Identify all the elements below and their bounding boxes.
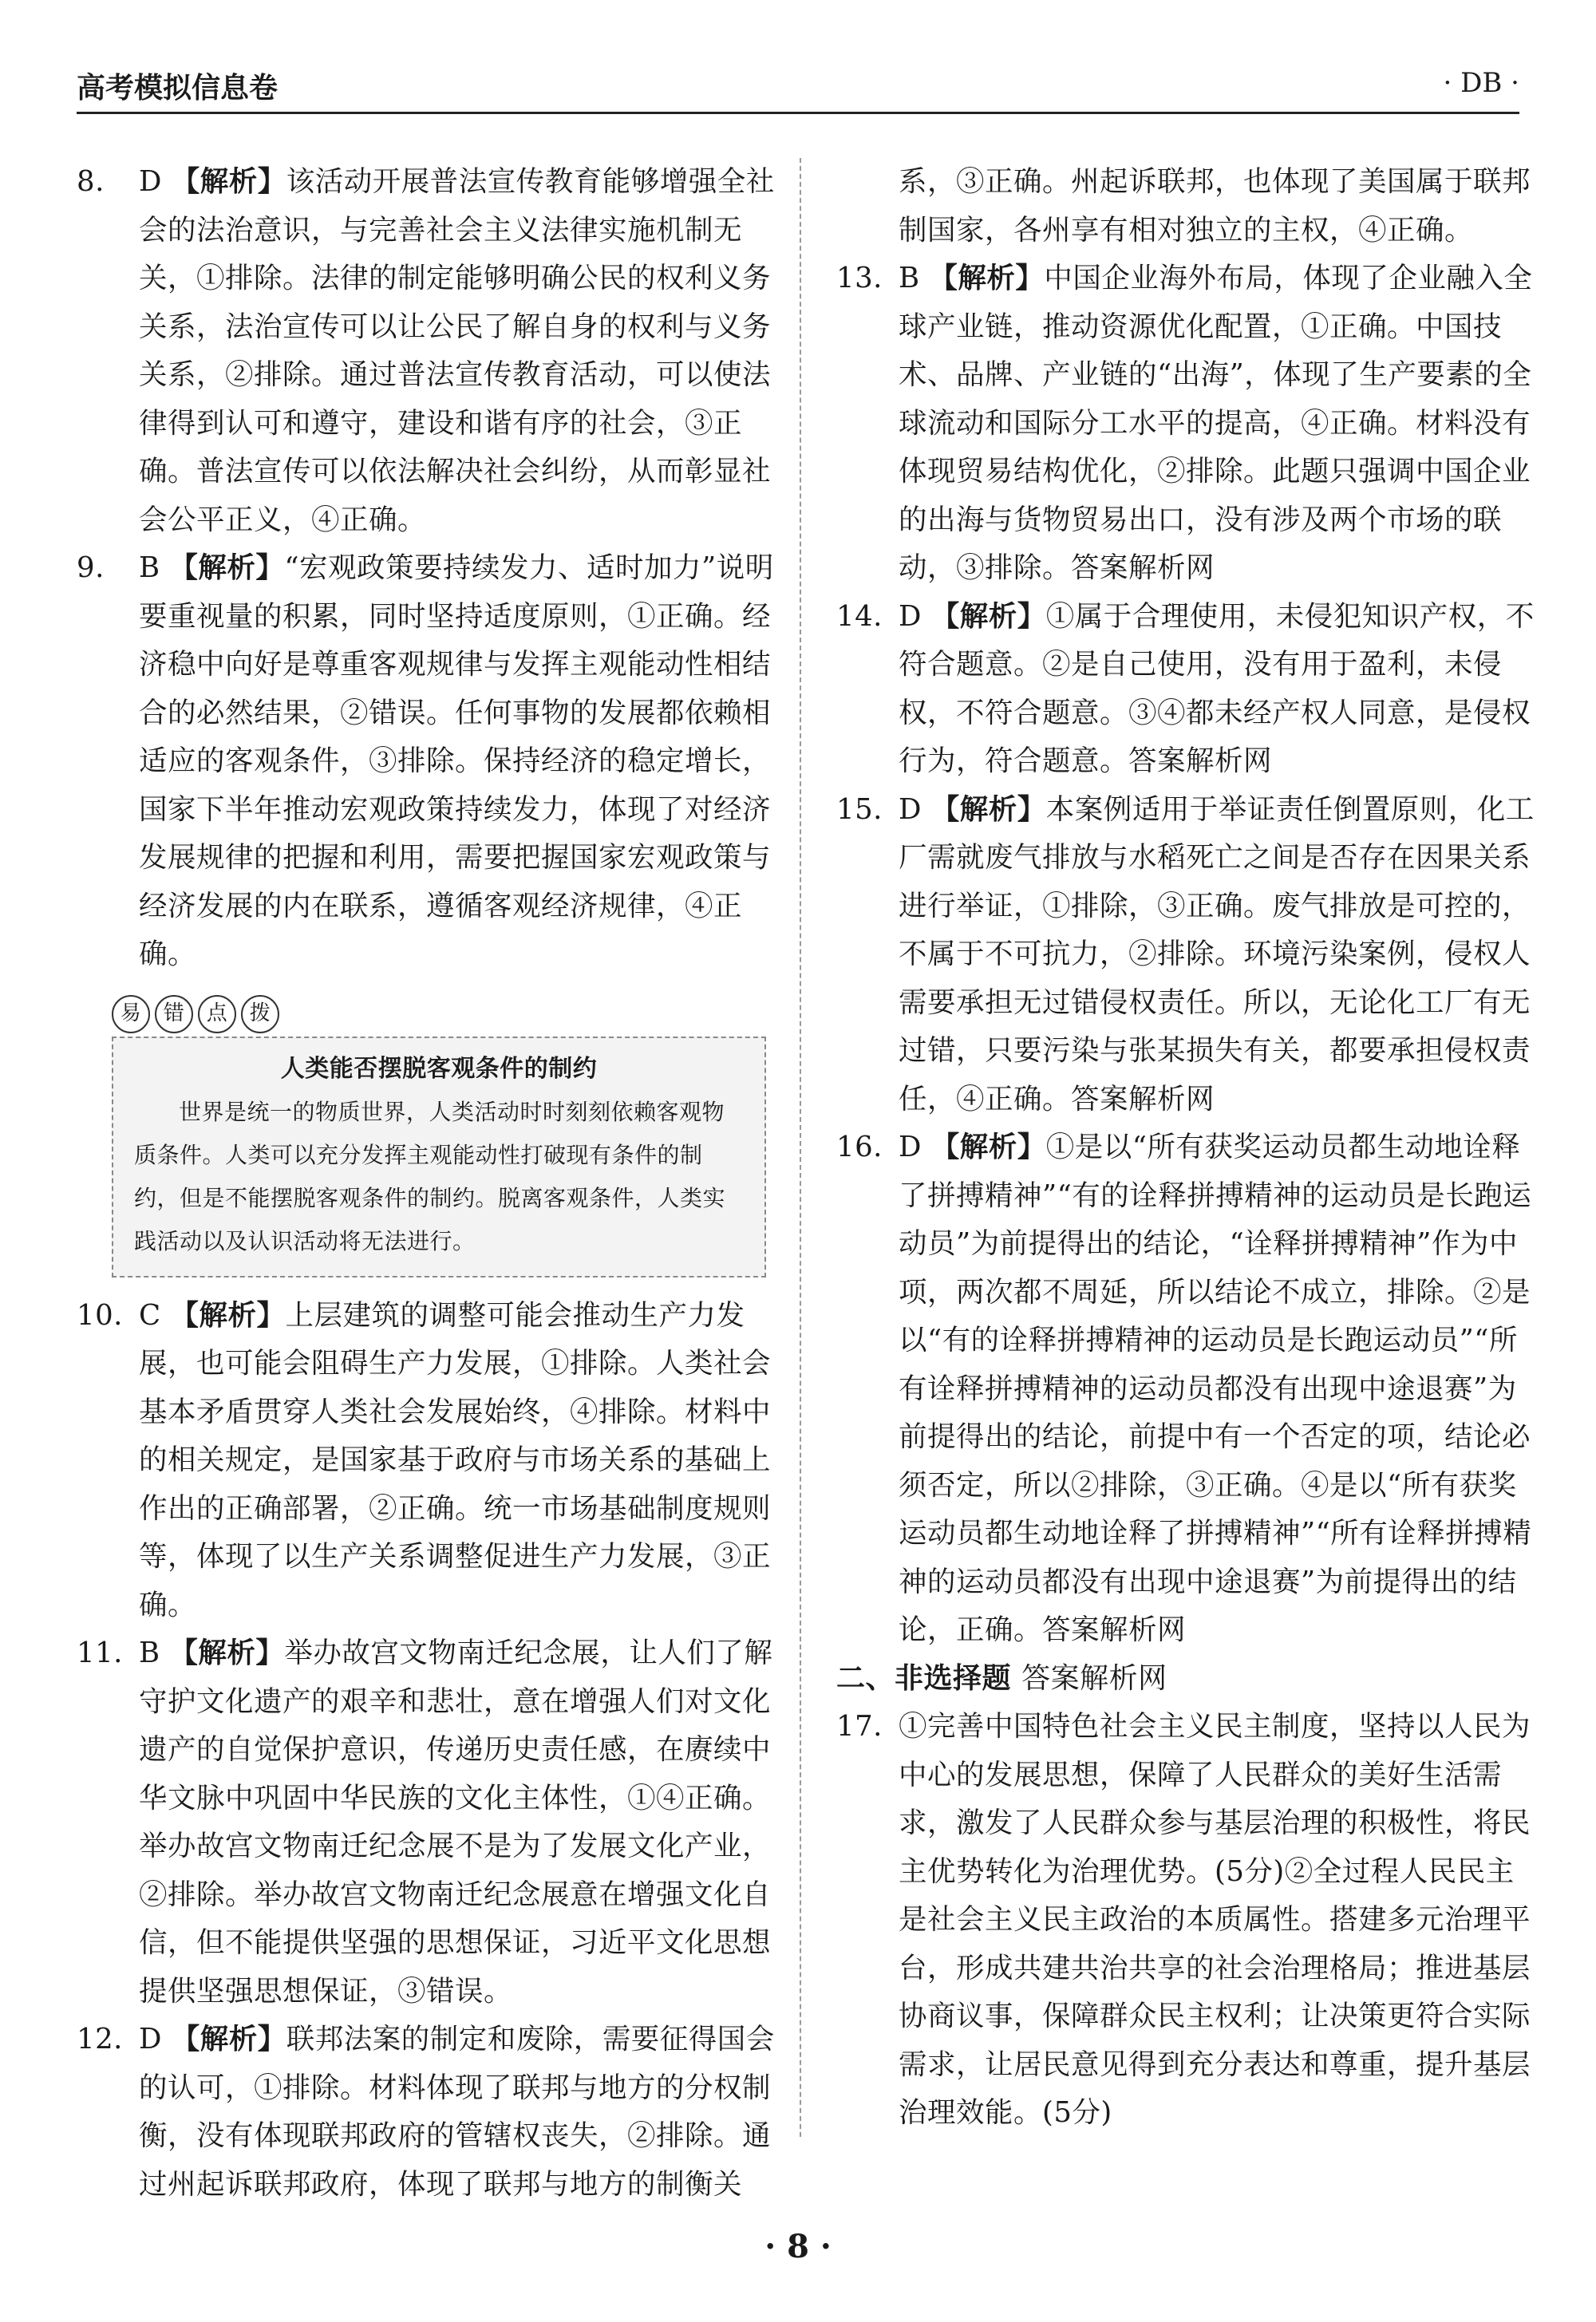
item-answer: B bbox=[139, 551, 160, 584]
analysis-keyword: 【解析】 bbox=[171, 2023, 286, 2055]
item-number: 13. bbox=[836, 262, 883, 294]
answer-item-14 bbox=[836, 593, 1539, 786]
analysis-keyword: 【解析】 bbox=[169, 551, 285, 584]
analysis-keyword: 【解析】 bbox=[169, 1637, 285, 1669]
analysis-keyword: 【解析】 bbox=[170, 1298, 286, 1332]
item-text: 本案例适用于举证责任倒置原则，化工厂需就废气排放与水稻死亡之间是否存在因果关系进行举证，①排除，③正确。废气排放是可控的，不属于不可抗力，②排除。环境污染案例，侵权人需要承担无过错侵权责任。所以，无论化工厂有无过错，只要污染与张某损失有关，都要承担侵权责任，④正确。答案解析网 bbox=[899, 792, 1535, 1116]
tip-label-char: 错 bbox=[155, 995, 193, 1033]
item-text: “宏观政策要持续发力、适时加力”说明要重视量的积累，同时坚持适度原则，①正确。经济稳中向好是尊重客观规律与发挥主观能动性相结合的必然结果，②错误。任何事物的发展都依赖相适应的客观条件，③排除。保持经济的稳定增长，国家下半年推动宏观政策持续发力，体现了对经济发展规律的把握和利用，需要把握国家宏观政策与经济发展的内在联系，遵循客观经济规律，④正确。 bbox=[139, 551, 774, 970]
tip-label bbox=[112, 995, 766, 1033]
answer-item-8 bbox=[77, 158, 779, 544]
left-column bbox=[77, 158, 779, 2209]
answer-item-13 bbox=[836, 255, 1539, 593]
tip-content bbox=[112, 1037, 766, 1277]
error-tip-box bbox=[112, 995, 766, 1277]
item-number: 16. bbox=[836, 1131, 883, 1163]
item-text: ①属于合理使用，未侵犯知识产权，不符合题意。②是自己使用，没有用于盈利，未侵权，不符合题意。③④都未经产权人同意，是侵权行为，符合题意。答案解析网 bbox=[899, 599, 1535, 777]
analysis-keyword: 【解析】 bbox=[171, 165, 286, 198]
item-text: 中国企业海外布局，体现了企业融入全球产业链，推动资源优化配置，①正确。中国技术、品牌、产业链的“出海”，体现了生产要素的全球流动和国际分工水平的提高，④正确。材料没有体现贸易结构优化，②排除。此题只强调中国企业的出海与货物贸易出口，没有涉及两个市场的联动，③排除。答案解析网 bbox=[899, 262, 1533, 584]
item-text: 联邦法案的制定和废除，需要征得国会的认可，①排除。材料体现了联邦与地方的分权制衡，没有体现联邦政府的管辖权丧失，②排除。通过州起诉联邦政府，体现了联邦与地方的制衡关 bbox=[139, 2023, 775, 2201]
answer-item-9 bbox=[77, 544, 779, 979]
item-answer: D bbox=[899, 599, 922, 633]
item-number: 14. bbox=[836, 599, 883, 633]
tip-label-char: 拨 bbox=[241, 995, 279, 1033]
analysis-keyword: 【解析】 bbox=[930, 599, 1046, 633]
item-text: 该活动开展普法宣传教育能够增强全社会的法治意识，与完善社会主义法律实施机制无关，①排除。法律的制定能够明确公民的权利义务关系，法治宣传可以让公民了解自身的权利与义务关系，②排除。通过普法宣传教育活动，可以使法律得到认可和遵守，建设和谐有序的社会，③正确。普法宣传可以依法解决社会纠纷，从而彰显社会公平正义，④正确。 bbox=[139, 165, 775, 536]
item-answer: D bbox=[899, 1131, 922, 1163]
answer-item-17 bbox=[836, 1703, 1539, 2138]
header-title: 高考模拟信息卷 bbox=[77, 72, 279, 105]
item-number: 11. bbox=[77, 1637, 123, 1669]
page-number: · 8 · bbox=[764, 2228, 832, 2265]
section-note: 答案解析网 bbox=[1021, 1661, 1167, 1695]
header-tag: · DB · bbox=[1443, 67, 1519, 99]
section-title: 二、非选择题 bbox=[836, 1661, 1012, 1695]
item-text: 上层建筑的调整可能会推动生产力发展，也可能会阻碍生产力发展，①排除。人类社会基本矛盾贯穿人类社会发展始终，④排除。材料中的相关规定，是国家基于政府与市场关系的基础上作出的正确部署，②正确。统一市场基础制度规则等，体现了以生产关系调整促进生产力发展，③正确。 bbox=[139, 1298, 772, 1621]
item-answer: D bbox=[899, 792, 922, 826]
item-answer: D bbox=[139, 2023, 162, 2055]
analysis-keyword: 【解析】 bbox=[930, 1131, 1046, 1163]
item-text: ①是以“所有获奖运动员都生动地诠释了拼搏精神”“有的诠释拼搏精神的运动员是长跑运动员”为前提得出的结论，“诠释拼搏精神”作为中项，两次都不周延，所以结论不成立，排除。②是以“有的诠释拼搏精神的运动员是长跑运动员”“所有诠释拼搏精神的运动员都没有出现中途退赛”为前提得出的结论，前提中有一个否定的项，结论必须否定，所以②排除，③正确。④是以“所有获奖运动员都生动地诠释了拼搏精神”“所有诠释拼搏精神的运动员都没有出现中途退赛”为前提得出的结论，正确。答案解析网 bbox=[899, 1131, 1532, 1646]
item-number: 9. bbox=[77, 551, 105, 584]
item-answer: D bbox=[139, 165, 162, 198]
tip-title: 人类能否摆脱客观条件的制约 bbox=[280, 1054, 598, 1083]
answer-item-12 bbox=[77, 2016, 779, 2209]
answer-item-15 bbox=[836, 786, 1539, 1124]
answer-item-12-continued bbox=[836, 158, 1539, 255]
answer-item-10 bbox=[77, 1292, 779, 1630]
answer-item-11 bbox=[77, 1629, 779, 2016]
item-number: 8. bbox=[77, 165, 105, 198]
analysis-keyword: 【解析】 bbox=[930, 792, 1046, 826]
right-column bbox=[836, 158, 1539, 2138]
tip-body: 世界是统一的物质世界，人类活动时时刻刻依赖客观物质条件。人类可以充分发挥主观能动性打破现有条件的制约，但是不能摆脱客观条件的制约。脱离客观条件，人类实践活动以及认识活动将无法进行。 bbox=[134, 1098, 726, 1254]
item-number: 17. bbox=[836, 1710, 883, 1743]
item-text: 系，③正确。州起诉联邦，也体现了美国属于联邦制国家，各州享有相对独立的主权，④正确。 bbox=[899, 165, 1531, 247]
item-text: ①完善中国特色社会主义民主制度，坚持以人民为中心的发展思想，保障了人民群众的美好生活需求，激发了人民群众参与基层治理的积极性，将民主优势转化为治理优势。(5分)②全过程人民民主是社会主义民主政治的本质属性。搭建多元治理平台，形成共建共治共享的社会治理格局；推进基层协商议事，保障群众民主权利；让决策更符合实际需求，让居民意见得到充分表达和尊重，提升基层治理效能。(5分) bbox=[899, 1710, 1531, 2129]
column-divider bbox=[800, 158, 801, 2137]
item-text: 举办故宫文物南迁纪念展，让人们了解守护文化遗产的艰辛和悲壮，意在增强人们对文化遗产的自觉保护意识，传递历史责任感，在赓续中华文脉中巩固中华民族的文化主体性，①④正确。举办故宫文物南迁纪念展不是为了发展文化产业，②排除。举办故宫文物南迁纪念展意在增强文化自信，但不能提供坚强的思想保证，习近平文化思想提供坚强思想保证，③错误。 bbox=[139, 1637, 773, 2008]
item-number: 15. bbox=[836, 792, 883, 826]
item-number: 12. bbox=[77, 2023, 123, 2055]
item-number: 10. bbox=[77, 1298, 123, 1332]
tip-label-char: 点 bbox=[198, 995, 236, 1033]
analysis-keyword: 【解析】 bbox=[929, 262, 1045, 294]
section-heading bbox=[836, 1655, 1539, 1704]
answer-item-16 bbox=[836, 1123, 1539, 1655]
item-answer: C bbox=[139, 1298, 161, 1332]
page-header bbox=[77, 65, 1519, 114]
item-answer: B bbox=[139, 1637, 160, 1669]
item-answer: B bbox=[899, 262, 920, 294]
tip-label-char: 易 bbox=[112, 995, 150, 1033]
